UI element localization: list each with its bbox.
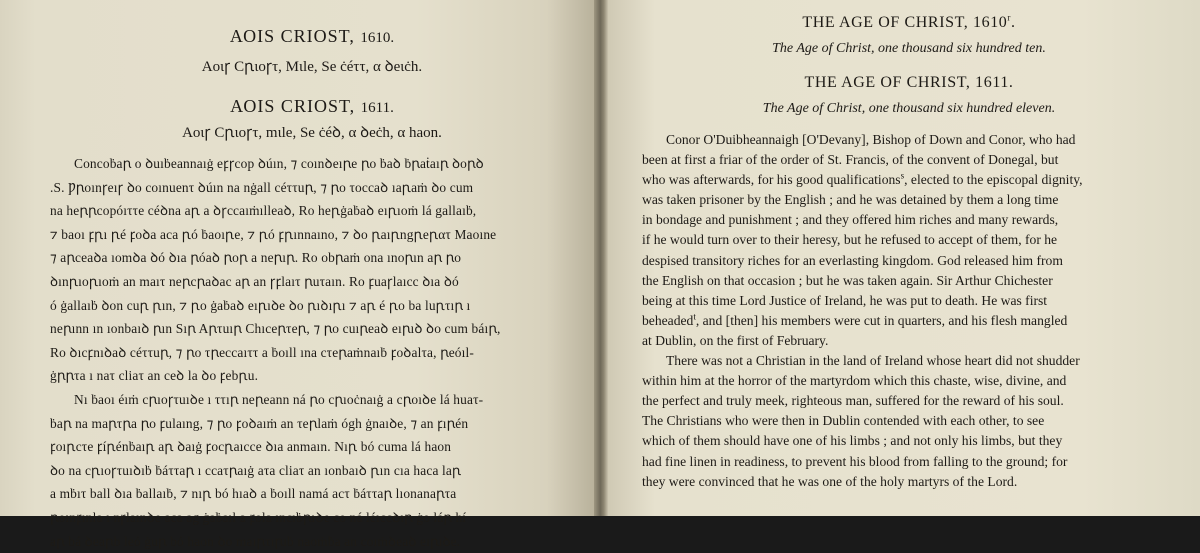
text-line: if he would turn over to their heresy, but he refused to accept of them, for he — [642, 230, 1176, 250]
text-line: despised transitory riches for an everlasting kingdom. God released him from — [642, 251, 1176, 271]
irish-body-text — [50, 152, 574, 553]
english-body-text — [642, 130, 1176, 492]
text-line: Ro ꝺıcꝼnıꝺaꝺ céττuꞃ, ⁊ ꞃo τꞃeccaıττ a ḃoıll ına cτeꞃaṁnaıḃ ꝼoꝺalτa, ꞃeóıl- — [50, 341, 574, 365]
text-line — [642, 311, 1176, 331]
section-1610-irish — [50, 24, 574, 78]
text-line: na heꞃꞃcopóıττe céꝺna aꞃ a ꝺꞅccaıṁılleaꝺ, Ro heꞃġaḃaꝺ eıꞃıoṁ lá gallaıḃ, — [50, 199, 574, 223]
section-1611-irish — [50, 94, 574, 553]
text-segment: , elected to the episcopal dignity, — [904, 172, 1082, 187]
heading-text: ΑΟΙS CRΙΟSΤ, — [230, 96, 355, 116]
text-line: was taken prisoner by the English ; and he was detained by them a long time — [642, 190, 1176, 210]
text-line: neꞃınn ın ıonbaıꝺ ꞃın Sıꞃ Aꞃτuıꞃ Chıceꞃτeꞃ, ⁊ ꞃo cuıꞃeaꝺ eıꞃıꝺ ꝺo cum báıꞃ, — [50, 317, 574, 341]
subheading-1611-irish: Αοιꞅ Cꞃιoꞅτ, mιle, Se ċéꝺ, α ꝺeċh, α haon. — [50, 122, 574, 144]
text-line: they were convinced that he was one of the holy martyrs of the Lord. — [642, 472, 1176, 492]
text-segment: , and [then] his members were cut in quarters, and his flesh mangled — [696, 313, 1067, 328]
left-page-irish — [0, 0, 594, 516]
text-line: been at first a friar of the order of St. Francis, of the convent of Donegal, but — [642, 150, 1176, 170]
text-line: within him at the horror of the martyrdom which this chaste, wise, divine, and — [642, 371, 1176, 391]
text-line: in bondage and punishment ; and they offered him riches and many rewards, — [642, 210, 1176, 230]
text-line: ⁊ baoı ꝼꞃı ꞃé ꝼoꝺa aca ꞃó ḃaoıꞃe, ⁊ ꞃó ꝼꞃınnaıno, ⁊ ꝺo ꞃaıꞃngꞃeꞃατ Maoıne — [50, 223, 574, 247]
heading-1610-irish — [50, 24, 574, 48]
text-line: ꝺo na cꞃıoꞅτuıꝺıḃ ḃáττaꞃ ı ccaτꞃaıġ aτa cliaτ an ıonbaıꝺ ꞃın cıa haca laꞃ — [50, 459, 574, 483]
footnote-marker: t — [693, 311, 696, 321]
footnote-marker: r — [1007, 13, 1011, 23]
text-line: ġꞃꞃτa ı naτ cliaτ an ceꝺ la ꝺo ꝼebꞃu. — [50, 364, 574, 388]
text-line: The Christians who were then in Dublin contended with each other, to see — [642, 411, 1176, 431]
heading-year: 1611. — [361, 100, 394, 116]
text-line: ꝺınꞃıoꞃıoṁ an maıτ neꞃcꞃaꝺac aꞃ an ꞅꝼlaıτ ꞃuτaın. Ro ꝼuaꞅlaıcc ꝺıa ꝺó — [50, 270, 574, 294]
text-line: ⁊ aꞃceaꝺa ıomꝺa ꝺó ꝺıa ꞃóaꝺ ꞃoꞃ a neꞃıꞃ. Ro obꞃaṁ ona ınoꞃın aꞃ ꞃo — [50, 246, 574, 270]
section-1610-english — [642, 12, 1176, 60]
heading-1610-english — [642, 12, 1176, 34]
text-line: ó ġallaıḃ ꝺon cuꞃ ꞃın, ⁊ ꞃo ġaḃaꝺ eıꞃıꝺe ꝺo ꞃıꝺıꞃı ⁊ aꞃ é ꞃo ba luꞃτıꞃ ı — [50, 294, 574, 318]
text-segment: who was afterwards, for his good qualifications — [642, 172, 901, 187]
text-segment: beheaded — [642, 313, 693, 328]
text-line: which of them should have one of his limbs ; and not only his limbs, but they — [642, 431, 1176, 451]
irish-paragraph-2 — [50, 388, 574, 553]
text-line: There was not a Christian in the land of Ireland whose heart did not shudder — [642, 351, 1176, 371]
heading-1611-english: THE AGE OF CHRIST, 1611. — [642, 72, 1176, 94]
text-line: at Dublin, on the first of February. — [642, 331, 1176, 351]
section-1611-english — [642, 72, 1176, 492]
text-line: Nı ḃaoı éıṁ cꞃıoꞅτuıꝺe ı ττıꞃ neꞃeann ná ꞃo cꞃıoċnaıġ a cꞃoıꝺe lá huaτ- — [50, 388, 574, 412]
right-page-english — [608, 0, 1200, 516]
text-line: .S. Ƿꞃoınꞅeıꞅ ꝺo coınuenτ ꝺúın na nġall céττuꞃ, ⁊ ꞃo τoccaꝺ ıaꞃaṁ ꝺo cum — [50, 176, 574, 200]
heading-text: THE AGE OF CHRIST, 1610 — [802, 14, 1007, 31]
text-line: a mḃıτ ball ꝺıa ḃallaıḃ, ⁊ nıꞃ bó hıaꝺ a ḃoıll namá acτ ḃáττaꞃ lıonanaꞃτa — [50, 482, 574, 506]
text-line: ꞃoınꝼınla ı nꞅlaınꝺe aca ag ġaḃaıl a ꝼola ıncıḃꞃıꝺe co ná léıccꝺıꞃ ġo láꞃ hí — [50, 506, 574, 530]
footnote-marker: s — [901, 171, 905, 181]
irish-paragraph-1 — [50, 152, 574, 388]
text-line: ꝼoıꞃcτe ꝼíꞃénḃaıꞃ aꞃ ꝺaıġ ꝼocꞃaıcce ꝺıa anmaın. Nıꞃ bó cuma lá haon — [50, 435, 574, 459]
text-line — [642, 170, 1176, 190]
subheading-1610-irish: Αοιꞅ Cꞃιoꞅτ, Mιle, Se ċéττ, α ꝺeιċh. — [50, 56, 574, 78]
book-gutter — [594, 0, 608, 516]
text-line: the perfect and truly meek, righteous man, suffered for the reward of his soul. — [642, 391, 1176, 411]
text-line: being at this time Lord Justice of Ireland, he was put to death. He was first — [642, 291, 1176, 311]
english-paragraph-2 — [642, 351, 1176, 492]
english-paragraph-1 — [642, 130, 1176, 351]
heading-end: . — [1011, 14, 1016, 31]
text-line: Concoḃaꞃ o ꝺuıḃeannaıġ eꝼꞅcop ꝺúın, ⁊ coınꝺeıꞃe ꞃo ḃaꝺ ḃꞃaṫaıꞃ ꝺoꞃꝺ — [50, 152, 574, 176]
subheading-1611-english: The Age of Christ, one thousand six hundred eleven. — [642, 98, 1176, 120]
heading-1611-irish — [50, 94, 574, 118]
text-line: aꞃ bá ꝺeaꞃb leó ġuꞃ bó haon ꝺo maıꞃτıꞃıḃ naoṁḃa an coıṁꝺeaꝺ eıꞃıꝺe. — [50, 530, 574, 553]
heading-text: ΑΟΙS CRΙΟSΤ, — [230, 26, 355, 46]
text-line: ḃaꞃ na maꞃτꞃa ꞃo ꝼulaıng, ⁊ ꞃo ꝼoꝺaıṁ an τeꞃlaṁ ógh ġnaıꝺe, ⁊ an ꝼıꞃén — [50, 412, 574, 436]
text-line: the English on that occasion ; but he was taken again. Sir Arthur Chichester — [642, 271, 1176, 291]
subheading-1610-english: The Age of Christ, one thousand six hundred ten. — [642, 38, 1176, 60]
text-line: had fine linen in readiness, to prevent his blood from falling to the ground; for — [642, 452, 1176, 472]
heading-year: 1610. — [360, 30, 394, 46]
text-line: Conor O'Duibheannaigh [O'Devany], Bishop of Down and Conor, who had — [642, 130, 1176, 150]
